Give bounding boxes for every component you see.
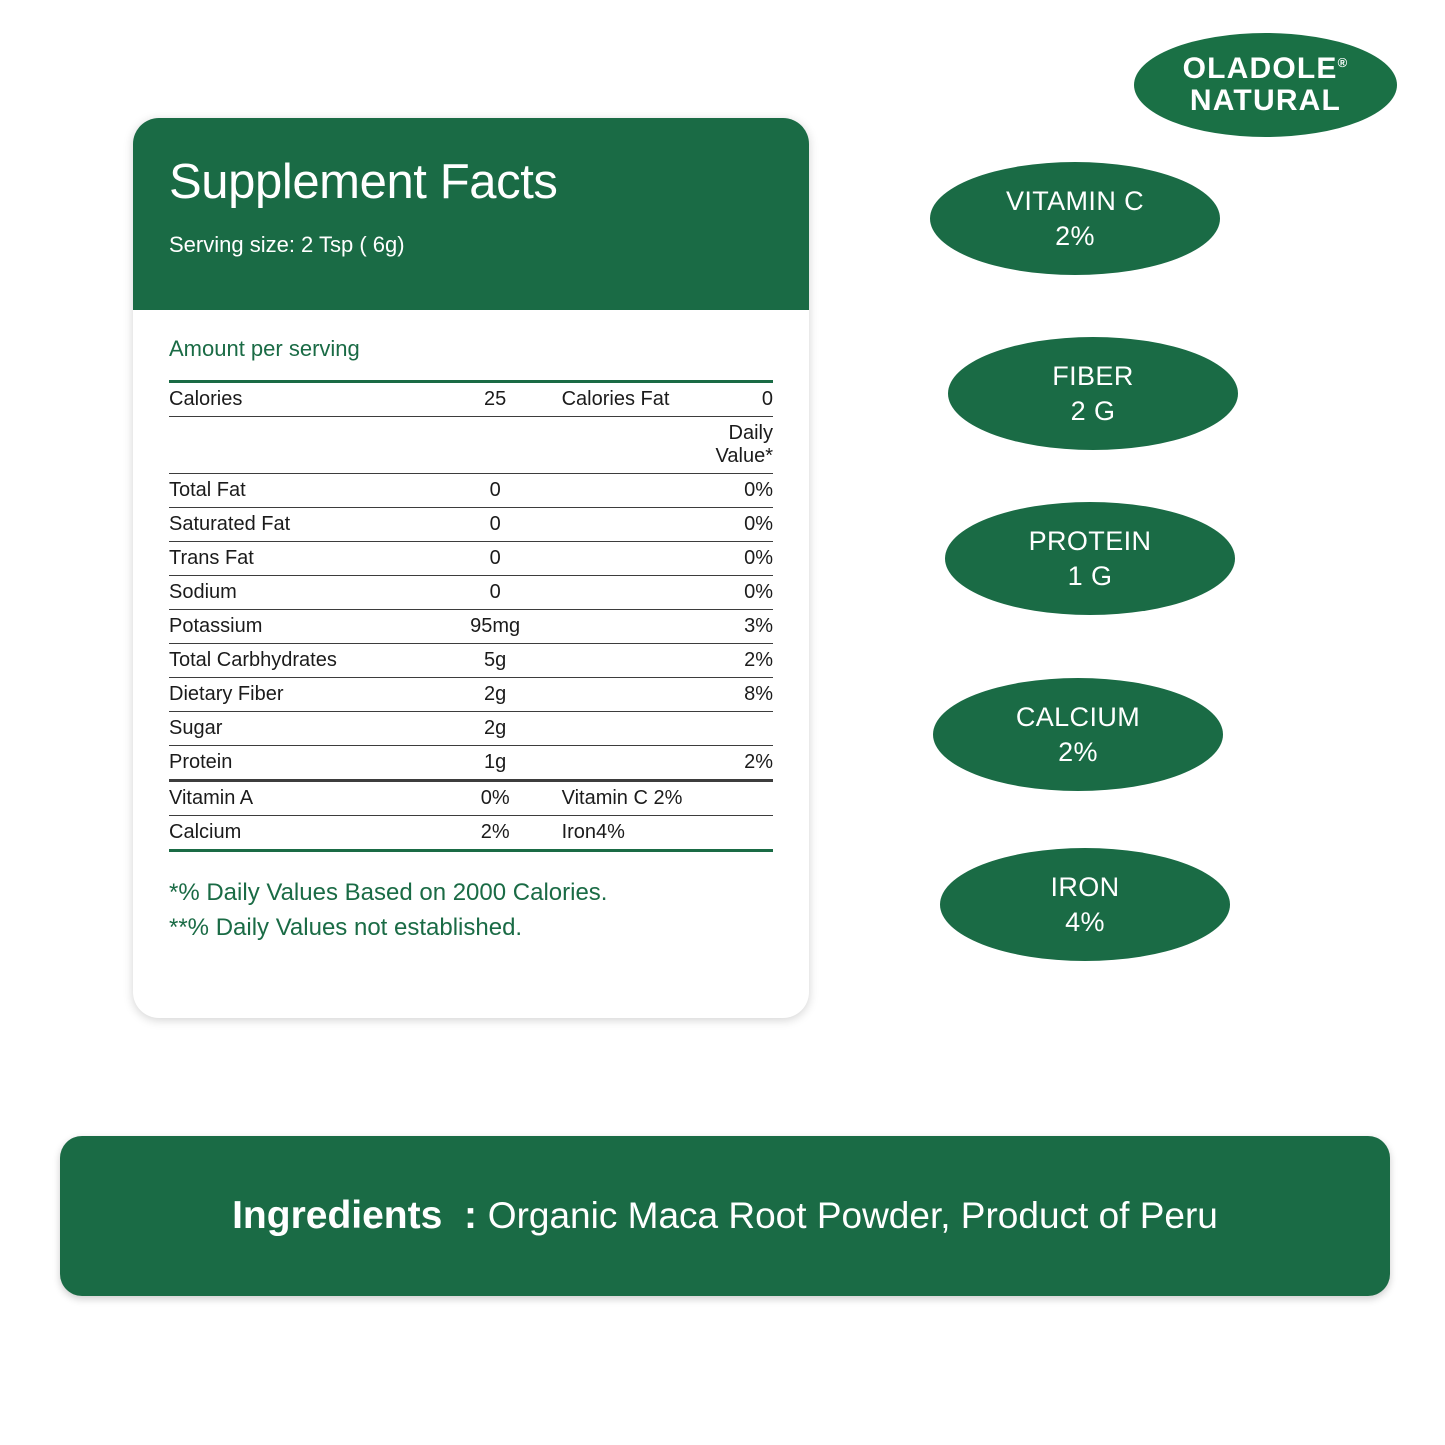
supplement-facts-body [133,310,809,852]
registered-trademark-icon: ® [1337,54,1349,70]
pill-value: 2% [1058,736,1098,767]
brand-logo-line2: NATURAL [1189,84,1342,117]
highlight-pill-vitamin-c [930,162,1220,275]
pill-label: CALCIUM [1015,701,1141,732]
footnote-not-established: **% Daily Values not established. [169,913,523,941]
supplement-facts-card [133,118,809,1018]
nutrition-table [169,380,773,852]
table-row-micronutrient: Vitamin A 0% Vitamin C 2% [169,781,773,816]
page-title: Supplement Facts [169,155,558,209]
table-row-daily-value-header [169,417,773,474]
brand-logo-line1: OLADOLE® [1182,51,1349,85]
highlight-pill-calcium [933,678,1223,791]
table-row: Total Carbhydrates 5g 2% [169,644,773,678]
brand-logo [1134,33,1397,137]
table-row: Protein 1g 2% [169,746,773,781]
table-row: Dietary Fiber 2g 8% [169,678,773,712]
pill-value: 2% [1055,220,1095,251]
pill-value: 1 G [1067,560,1113,591]
calories-value: 25 [429,382,562,417]
highlight-pill-protein [945,502,1235,615]
table-row-micronutrient: Calcium 2% Iron4% [169,816,773,851]
ingredients-value: Organic Maca Root Powder, Product of Peru [487,1195,1218,1236]
ingredients-label: Ingredients : [232,1194,488,1237]
table-row: Total Fat 0 0% [169,474,773,508]
table-row-calories [169,382,773,417]
serving-size-text: Serving size: 2 Tsp ( 6g) [169,232,405,257]
footnote-daily-values: *% Daily Values Based on 2000 Calories. [169,879,608,906]
pill-label: IRON [1050,871,1120,902]
ingredients-bar [60,1136,1390,1296]
table-row: Trans Fat 0 0% [169,542,773,576]
pill-value: 2 G [1070,395,1116,426]
calories-label: Calories [169,382,429,417]
table-row: Sodium 0 0% [169,576,773,610]
pill-label: FIBER [1052,360,1134,391]
pill-label: PROTEIN [1028,525,1152,556]
highlight-pill-fiber [948,337,1238,450]
calories-fat-value: 0 [694,382,773,417]
daily-value-header: Daily Value* [694,417,773,474]
highlight-pill-iron [940,848,1230,961]
amount-per-serving-label: Amount per serving [169,336,360,361]
pill-value: 4% [1065,906,1105,937]
table-row: Potassium 95mg 3% [169,610,773,644]
supplement-facts-header [133,118,809,310]
table-row: Saturated Fat 0 0% [169,508,773,542]
calories-fat-label: Calories Fat [562,382,695,417]
pill-label: VITAMIN C [1005,185,1145,216]
footnotes [133,852,809,946]
table-row: Sugar 2g [169,712,773,746]
